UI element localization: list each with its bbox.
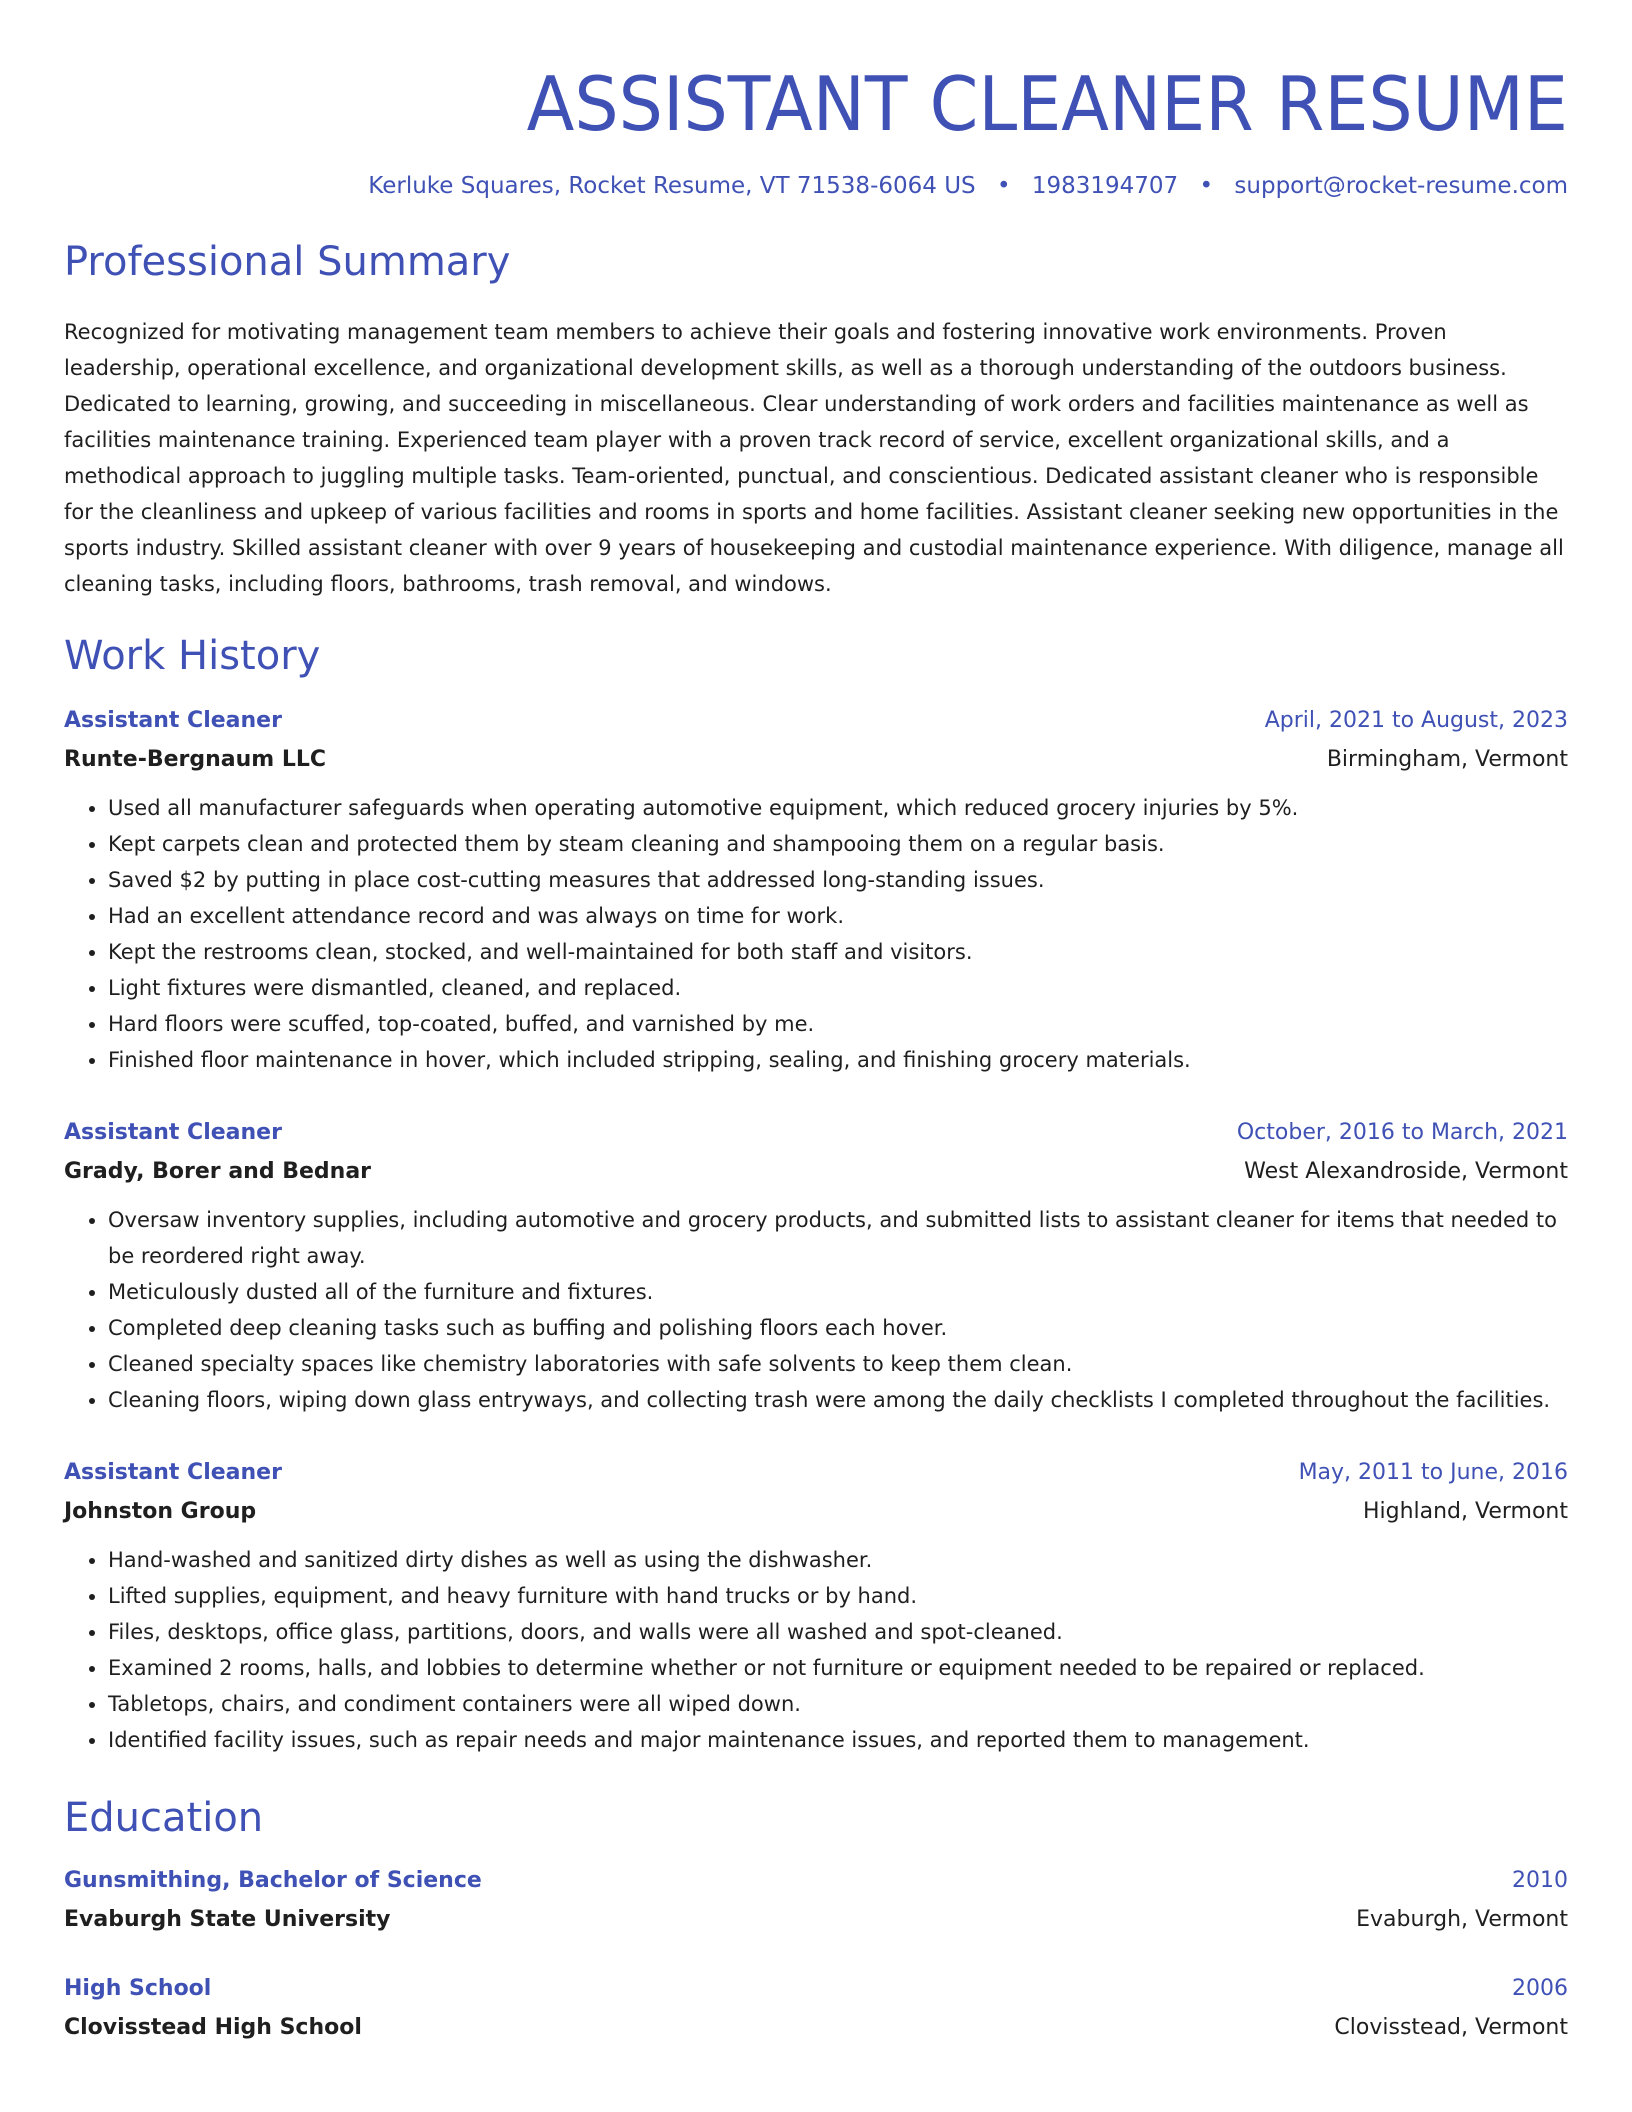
job-location: Highland, Vermont (1362, 1499, 1568, 1524)
summary-heading: Professional Summary (64, 239, 511, 285)
education-degree: High School (64, 1976, 212, 2001)
job-company: Johnston Group (64, 1499, 257, 1524)
job-company: Grady, Borer and Bednar (64, 1159, 372, 1184)
education-heading: Education (64, 1795, 264, 1841)
work-history-heading: Work History (64, 633, 321, 679)
job-bullet: • Examined 2 rooms, halls, and lobbies to determine whether or not furniture or equipment needed to be repaired or replaced. (108, 1650, 1568, 1686)
job-bullet: • Hard floors were scuffed, top-coated, buffed, and varnished by me. (108, 1006, 1568, 1042)
job-role: Assistant Cleaner (64, 1120, 282, 1145)
job-bullet: • Used all manufacturer safeguards when operating automotive equipment, which reduced grocery injuries by 5%. (108, 790, 1568, 826)
job-bullet: • Identified facility issues, such as repair needs and major maintenance issues, and reported them to management. (108, 1722, 1568, 1758)
contact-address: Kerluke Squares, Rocket Resume, VT 71538-6064 US (368, 173, 976, 199)
summary-text: Recognized for motivating management team members to achieve their goals and fostering innovative work environments. Proven leadership, operational excellence, and organizational development skills, as well as a thorough understanding of the outdoors business. Dedicated to learning, growing, and succeeding in miscellaneous. Clear understanding of work orders and facilities maintenance as well as facilities maintenance training. Experienced team player with a proven track record of service, excellent organizational skills, and a methodical approach to juggling multiple tasks. Team-oriented, punctual, and conscientious. Dedicated assistant cleaner who is responsible for the cleanliness and upkeep of various facilities and rooms in sports and home facilities. Assistant cleaner seeking new opportunities in the sports industry. Skilled assistant cleaner with over 9 years of housekeeping and custodial maintenance experience. With diligence, manage all cleaning tasks, including floors, bathrooms, trash removal, and windows. (64, 320, 1564, 596)
job-bullet: • Tabletops, chairs, and condiment containers were all wiped down. (108, 1686, 1568, 1722)
education-school: Evaburgh State University (64, 1907, 391, 1932)
education-year: 2006 (1512, 1976, 1568, 2001)
job-bullets (64, 790, 1568, 1078)
job-entry (64, 702, 1568, 1078)
job-bullet: • Finished floor maintenance in hover, which included stripping, sealing, and finishing grocery materials. (108, 1042, 1568, 1078)
job-bullet: • Meticulously dusted all of the furniture and fixtures. (108, 1274, 1568, 1310)
job-bullet: • Light fixtures were dismantled, cleaned, and replaced. (108, 970, 1568, 1006)
job-bullet: • Had an excellent attendance record and was always on time for work. (108, 898, 1568, 934)
education-entry (64, 1862, 1568, 1940)
education-degree: Gunsmithing, Bachelor of Science (64, 1868, 482, 1893)
job-role: Assistant Cleaner (64, 1460, 282, 1485)
job-bullet: • Lifted supplies, equipment, and heavy furniture with hand trucks or by hand. (108, 1578, 1568, 1614)
job-dates: October, 2016 to March, 2021 (1236, 1120, 1568, 1145)
job-role: Assistant Cleaner (64, 708, 282, 733)
resume-title: ASSISTANT CLEANER RESUME (526, 60, 1568, 148)
contact-email: support@rocket-resume.com (1234, 173, 1568, 199)
contact-separator: • (996, 173, 1011, 199)
job-bullet: • Cleaned specialty spaces like chemistry laboratories with safe solvents to keep them clean. (108, 1346, 1568, 1382)
education-location: Clovisstead, Vermont (1334, 2015, 1568, 2040)
job-company: Runte-Bergnaum LLC (64, 747, 327, 772)
job-bullet: • Kept the restrooms clean, stocked, and well-maintained for both staff and visitors. (108, 934, 1568, 970)
job-entry (64, 1454, 1568, 1758)
job-bullet: • Hand-washed and sanitized dirty dishes as well as using the dishwasher. (108, 1542, 1568, 1578)
job-bullet: • Oversaw inventory supplies, including automotive and grocery products, and submitted lists to assistant cleaner for items that needed to be reordered right away. (108, 1202, 1568, 1274)
job-entry (64, 1114, 1568, 1418)
contact-separator: • (1199, 173, 1214, 199)
job-bullets (64, 1202, 1568, 1418)
education-year: 2010 (1512, 1868, 1568, 1893)
education-entry (64, 1970, 1568, 2048)
job-bullet: • Saved $2 by putting in place cost-cutting measures that addressed long-standing issues. (108, 862, 1568, 898)
education-location: Evaburgh, Vermont (1356, 1907, 1568, 1932)
job-bullet: • Cleaning floors, wiping down glass entryways, and collecting trash were among the daily checklists I completed throughout the facilities. (108, 1382, 1568, 1418)
job-bullet: • Files, desktops, office glass, partitions, doors, and walls were all washed and spot-cleaned. (108, 1614, 1568, 1650)
contact-line (64, 170, 1568, 202)
job-bullets (64, 1542, 1568, 1758)
job-dates: May, 2011 to June, 2016 (1298, 1460, 1568, 1485)
job-location: West Alexandroside, Vermont (1244, 1159, 1568, 1184)
job-dates: April, 2021 to August, 2023 (1264, 708, 1568, 733)
job-location: Birmingham, Vermont (1326, 747, 1568, 772)
job-bullet: • Kept carpets clean and protected them by steam cleaning and shampooing them on a regular basis. (108, 826, 1568, 862)
job-bullet: • Completed deep cleaning tasks such as buffing and polishing floors each hover. (108, 1310, 1568, 1346)
education-school: Clovisstead High School (64, 2015, 362, 2040)
contact-phone: 1983194707 (1031, 173, 1179, 199)
